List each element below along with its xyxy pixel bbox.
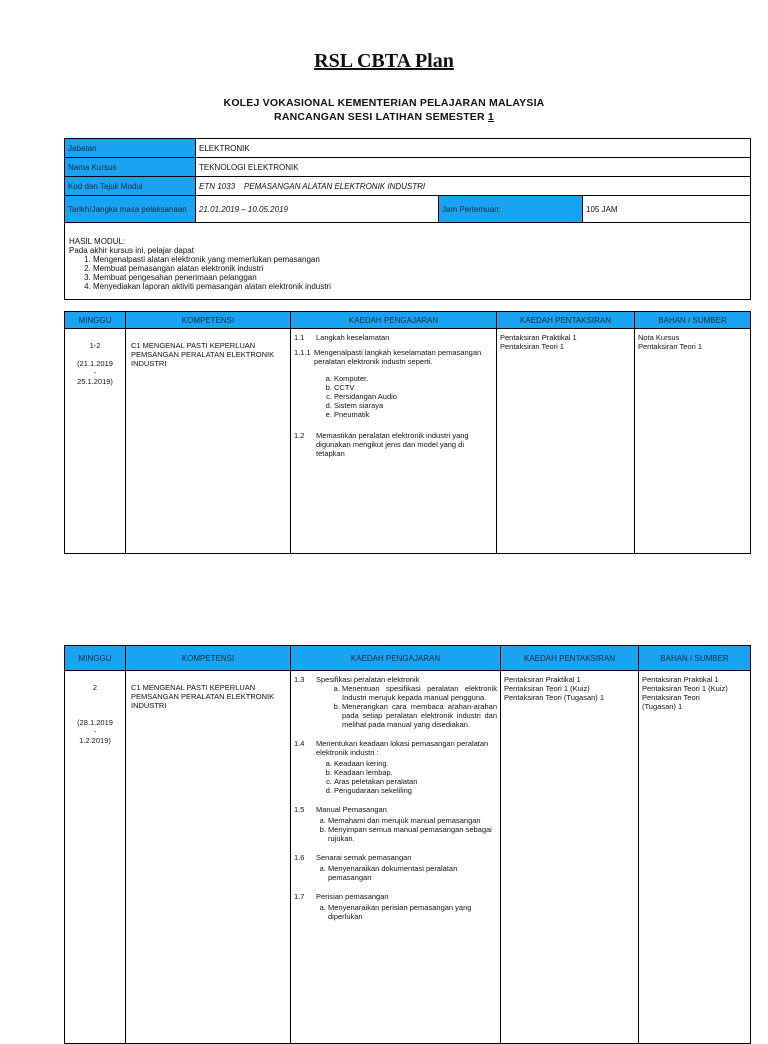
week2-minggu-cell — [65, 671, 126, 1044]
section-number: 1.3 — [294, 675, 305, 684]
header-bahan: BAHAN / SUMBER — [635, 312, 751, 329]
list-item: a. Keadaan kering. — [334, 759, 497, 768]
week2-pengajaran — [291, 671, 501, 1044]
header-pentaksiran: KAEDAH PENTAKSIRAN — [501, 646, 639, 671]
header-pengajaran: KAEDAH PENGAJARAN — [291, 646, 501, 671]
jam-value: 105 JAM — [583, 196, 751, 223]
list-item: a. Komputer. — [334, 374, 493, 383]
jam-label: Jam Pertemuan: — [439, 196, 583, 223]
week2-pentaksiran: Pentaksiran Praktikal 1 Pentaksiran Teori 1 (Kuiz) Pentaksiran Teori (Tugasan) 1 — [501, 671, 639, 1044]
hasil-list — [69, 255, 746, 291]
hasil-item: 3. Membuat pengesahan penerimaan pelanggan — [93, 273, 746, 282]
week2-14-list — [294, 759, 497, 795]
page-title: RSL CBTA Plan — [314, 50, 454, 72]
tarikh-value: 21.01.2019 – 10.05.2019 — [196, 196, 439, 223]
header-minggu: MINGGU — [65, 646, 126, 671]
section-number: 1.6 — [294, 853, 305, 862]
week1-kompetensi: C1 MENGENAL PASTI KEPERLUAN PEMSANGAN PERALATAN ELEKTRONIK INDUSTRI — [126, 329, 291, 554]
list-item: e. Pneumatik — [334, 410, 493, 419]
kursus-value: TEKNOLOGI ELEKTRONIK — [196, 158, 751, 177]
week2-15-list — [294, 816, 497, 843]
hasil-item: 4. Menyediakan laporan aktiviti pemasangan alatan elektronik industri — [93, 282, 746, 291]
header-kompetensi: KOMPETENSI — [126, 646, 291, 671]
header-minggu: MINGGU — [65, 312, 126, 329]
kod-label: Kod dan Tajuk Modul — [65, 177, 196, 196]
header-kompetensi: KOMPETENSI — [126, 312, 291, 329]
list-item: d. Sistem siaraya — [334, 401, 493, 410]
section-text: Spesifikasi peralatan elektronik — [316, 675, 420, 684]
section-text: Langkah keselamatan — [316, 333, 390, 342]
section-number: 1.4 — [294, 739, 305, 748]
week2-bahan: Pentaksiran Praktikal 1 Pentaksiran Teori 1 (Kuiz) Pentaksiran Teori (Tugasan) 1 — [639, 671, 751, 1044]
plan-heading — [0, 111, 768, 123]
tarikh-label: Tarikh/Jangka masa pelaksanaan — [65, 196, 196, 223]
week1-table — [64, 311, 751, 554]
week1-pengajaran — [291, 329, 497, 554]
week2-table — [64, 645, 751, 1044]
list-item: b. Keadaan lembap. — [334, 768, 497, 777]
plan-heading-text: RANCANGAN SESI LATIHAN SEMESTER — [274, 111, 485, 123]
section-number: 1.1.1 — [294, 348, 311, 357]
section-text: Menentukan keadaan lokasi pemasangan peralatan elektronik industri : — [316, 739, 489, 757]
week2-13-list — [294, 684, 497, 729]
week1-dates: (21.1.2019 - 25.1.2019) — [77, 359, 113, 386]
list-item: a. Menentuan spesifikasi peralatan elektronik Industri merujuk kepada manual pengguna. — [342, 684, 497, 702]
list-item: b. Menerangkan cara membaca arahan-arahan pada setiap peralatan elektronik industri dan melihat pada manual yang disediakan. — [342, 702, 497, 729]
section-number: 1.7 — [294, 892, 305, 901]
week2-minggu: 2 — [92, 683, 98, 692]
list-item: a. Memahami dan merujuk manual pemasangan — [328, 816, 497, 825]
week1-minggu-cell — [65, 329, 126, 554]
list-item: c. Aras peletakan peralatan — [334, 777, 497, 786]
week1-bahan: Nota Kursus Pentaksiran Teori 1 — [635, 329, 751, 554]
list-item: d. Pengudaraan sekeliling — [334, 786, 497, 795]
hasil-item: 1. Mengenalpasti alatan elektronik yang memerlukan pemasangan — [93, 255, 746, 264]
week1-pentaksiran: Pentaksiran Praktikal 1 Pentaksiran Teori 1 — [497, 329, 635, 554]
week2-kompetensi: C1 MENGENAL PASTI KEPERLUAN PEMSANGAN PERALATAN ELEKTRONIK INDUSTRI — [126, 671, 291, 1044]
list-item: a. Menyenaraikan dokumentasi peralatan pemasangan — [328, 864, 497, 882]
week2-dates: (28.1.2019 - 1.2.2019) — [77, 718, 113, 745]
semester-number: 1 — [487, 111, 494, 123]
section-number: 1.5 — [294, 805, 305, 814]
hasil-heading: HASIL MODUL: — [69, 237, 126, 246]
list-item: c. Persidangan Audio — [334, 392, 493, 401]
section-number: 1.2 — [294, 431, 305, 440]
kursus-label: Nama Kursus — [65, 158, 196, 177]
list-item: b. Menyimpan semua manual pemasangan sebagai rujukan. — [328, 825, 497, 843]
section-text: Memastikan peralatan elektronik industri yang digunakan mengikut jenis dan model yang di tetapkan — [316, 431, 469, 458]
section-number: 1.1 — [294, 333, 305, 342]
hasil-intro: Pada akhir kursus ini, pelajar dapat — [69, 246, 194, 255]
college-heading: KOLEJ VOKASIONAL KEMENTERIAN PELAJARAN MALAYSIA — [223, 97, 545, 109]
jabatan-label: Jabatan — [65, 139, 196, 158]
header-pentaksiran: KAEDAH PENTAKSIRAN — [497, 312, 635, 329]
list-item: a. Menyenaraikan perisian pemasangan yang diperlukan — [328, 903, 497, 921]
section-text: Senarai semak pemasangan — [316, 853, 412, 862]
hasil-item: 2. Membuat pemasangan alatan elektronik industri — [93, 264, 746, 273]
module-info-table — [64, 138, 751, 300]
section-text: Manual Pemasangan — [316, 805, 387, 814]
week2-16-list — [294, 864, 497, 882]
header-bahan: BAHAN / SUMBER — [639, 646, 751, 671]
header-pengajaran: KAEDAH PENGAJARAN — [291, 312, 497, 329]
week1-minggu: 1-2 — [89, 341, 101, 350]
list-item: b. CCTV — [334, 383, 493, 392]
section-text: Perisian pemasangan — [316, 892, 389, 901]
kod-value: ETN 1033 PEMASANGAN ALATAN ELEKTRONIK INDUSTRI — [196, 177, 751, 196]
section-text: Mengenalpasti langkah keselamatan pemasangan peralatan elektronik industri seperti. — [314, 348, 482, 366]
week2-17-list — [294, 903, 497, 921]
week1-item-list — [294, 374, 493, 419]
jabatan-value: ELEKTRONIK — [196, 139, 751, 158]
hasil-modul — [65, 223, 751, 300]
